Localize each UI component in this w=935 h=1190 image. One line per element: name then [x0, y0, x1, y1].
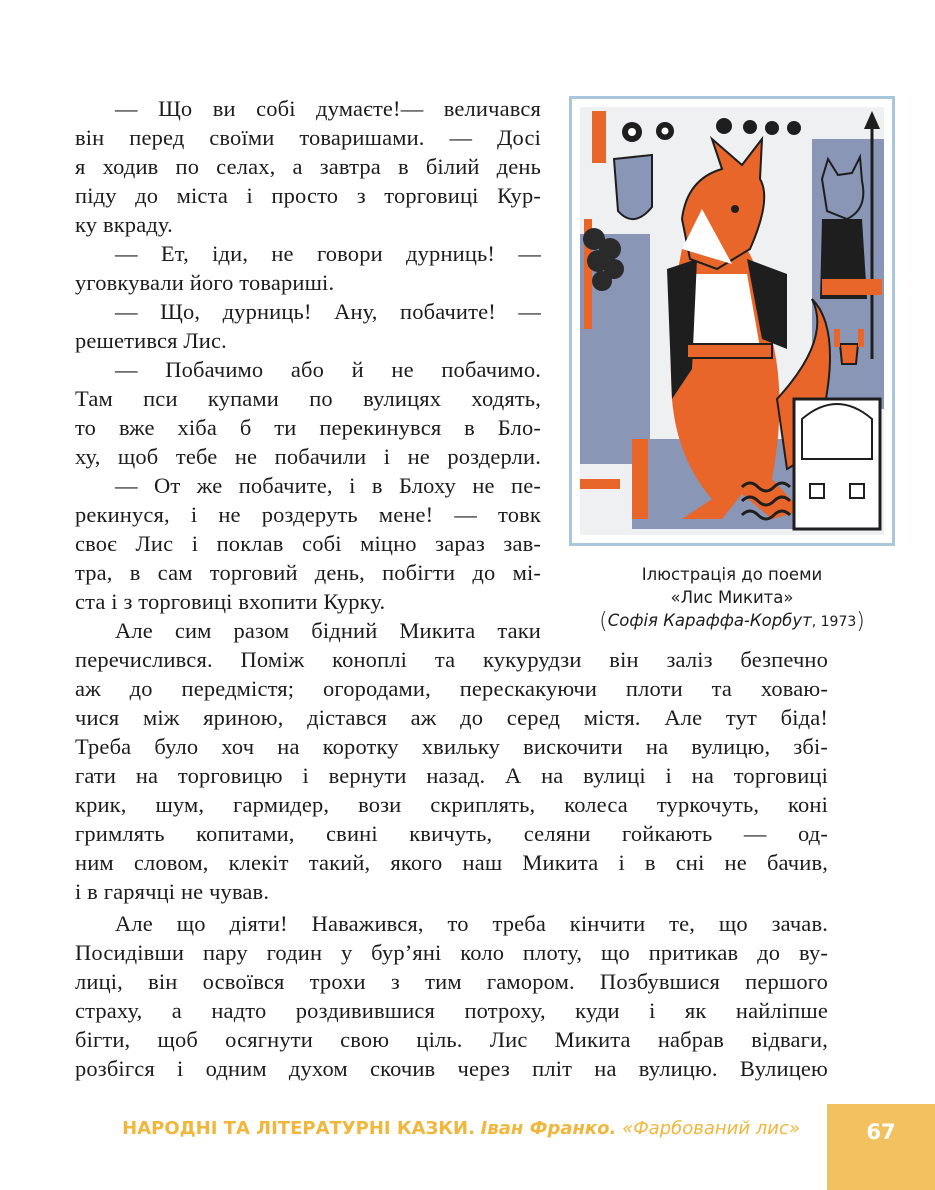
text-line: своє Лис і поклав собі міцно зараз зав- — [75, 531, 541, 556]
page-number: 67 — [866, 1120, 896, 1144]
text-line: — Побачимо або й не побачимо. — [115, 357, 541, 382]
text-line: крик, шум, гармидер, вози скриплять, колеса туркочуть, коні — [75, 792, 828, 817]
text-line: піду до міста і просто з торговиці Кур- — [75, 183, 541, 208]
text-line: — Ет, іди, не говори дурниць! — — [115, 241, 541, 266]
text-line: ста і з торговиці вхопити Курку. — [75, 589, 386, 614]
text-line: аж до передмістя; огородами, перескакуючи плоти та ховаю- — [75, 676, 828, 701]
footer-section: НАРОДНІ ТА ЛІТЕРАТУРНІ КАЗКИ. — [122, 1118, 475, 1139]
text-line: ху, щоб тебе не побачили і не роздерли. — [75, 444, 541, 469]
fox-mykyta-illustration — [569, 96, 895, 546]
text-line: — Що, дурниць! Ану, побачите! — — [115, 299, 541, 324]
text-line: решетився Лис. — [75, 328, 227, 353]
page-number-box — [827, 1104, 935, 1190]
fox-illustration-art — [572, 99, 892, 543]
footer-author: Іван Франко. — [480, 1118, 617, 1139]
text-line: ним словом, клекіт такий, якого наш Микита і в сні не бачив, — [75, 850, 828, 875]
text-line: і в гарячці не чував. — [75, 879, 270, 904]
text-line: ку вкраду. — [75, 212, 173, 237]
text-line: бігти, щоб осягнути свою ціль. Лис Микита набрав відваги, — [75, 1027, 828, 1052]
text-line: розбігся і одним духом скочив через пліт на вулицю. Вулицею — [75, 1056, 828, 1081]
text-line: Там пси купами по вулицях ходять, — [75, 386, 541, 411]
text-line: гати на торговицю і вернути назад. А на вулиці і на торговиці — [75, 763, 828, 788]
text-line: перечислився. Поміж коноплі та кукурудзи він заліз безпечно — [75, 647, 828, 672]
text-line: — От же побачите, і в Блоху не пе- — [115, 473, 541, 498]
text-line: уговкували його товариші. — [75, 270, 335, 295]
caption-paren-open: ( — [599, 609, 608, 634]
text-line: Треба було хоч на коротку хвильку вискочити на вулицю, збі- — [75, 734, 828, 759]
running-footer — [122, 1118, 800, 1139]
footer-title: «Фарбований лис» — [622, 1118, 800, 1139]
text-line: Але що діяти! Наважився, то треба кінчити те, що зачав. — [115, 911, 828, 936]
caption-paren-close: ) — [856, 609, 865, 634]
illustration-caption-credit — [570, 609, 894, 634]
text-line: Але сим разом бідний Микита таки — [115, 618, 541, 643]
text-line: рекинуся, і не роздеруть мене! — товк — [75, 502, 541, 527]
text-line: лиці, він освоївся трохи з тим гамором. Позбувшися першого — [75, 969, 828, 994]
text-line: чися між яриною, дістався аж до серед містя. Але тут біда! — [75, 705, 828, 730]
text-line: я ходив по селах, а завтра в білий день — [75, 154, 541, 179]
text-line: то вже хіба б ти перекинувся в Бло- — [75, 415, 541, 440]
illustration-caption-line1: Ілюстрація до поеми — [641, 565, 823, 584]
text-line: страху, а надто роздивившися потроху, куди і як найліпше — [75, 998, 828, 1023]
text-line: Посидівши пару годин у бур’яні коло плоту, що притикав до ву- — [75, 940, 828, 965]
text-line: тра, в сам торговий день, побігти до мі- — [75, 560, 541, 585]
caption-year: , 1973 — [811, 614, 857, 630]
text-line: він перед своїми товаришами. — Досі — [75, 125, 541, 150]
text-line: гримлять копитами, свині квичуть, селяни гойкають — од- — [75, 821, 828, 846]
caption-author: Софія Караффа-Корбут — [607, 611, 812, 630]
text-line: — Що ви собі думаєте!— величався — [115, 96, 541, 121]
illustration-caption-line2: «Лис Микита» — [670, 588, 794, 607]
